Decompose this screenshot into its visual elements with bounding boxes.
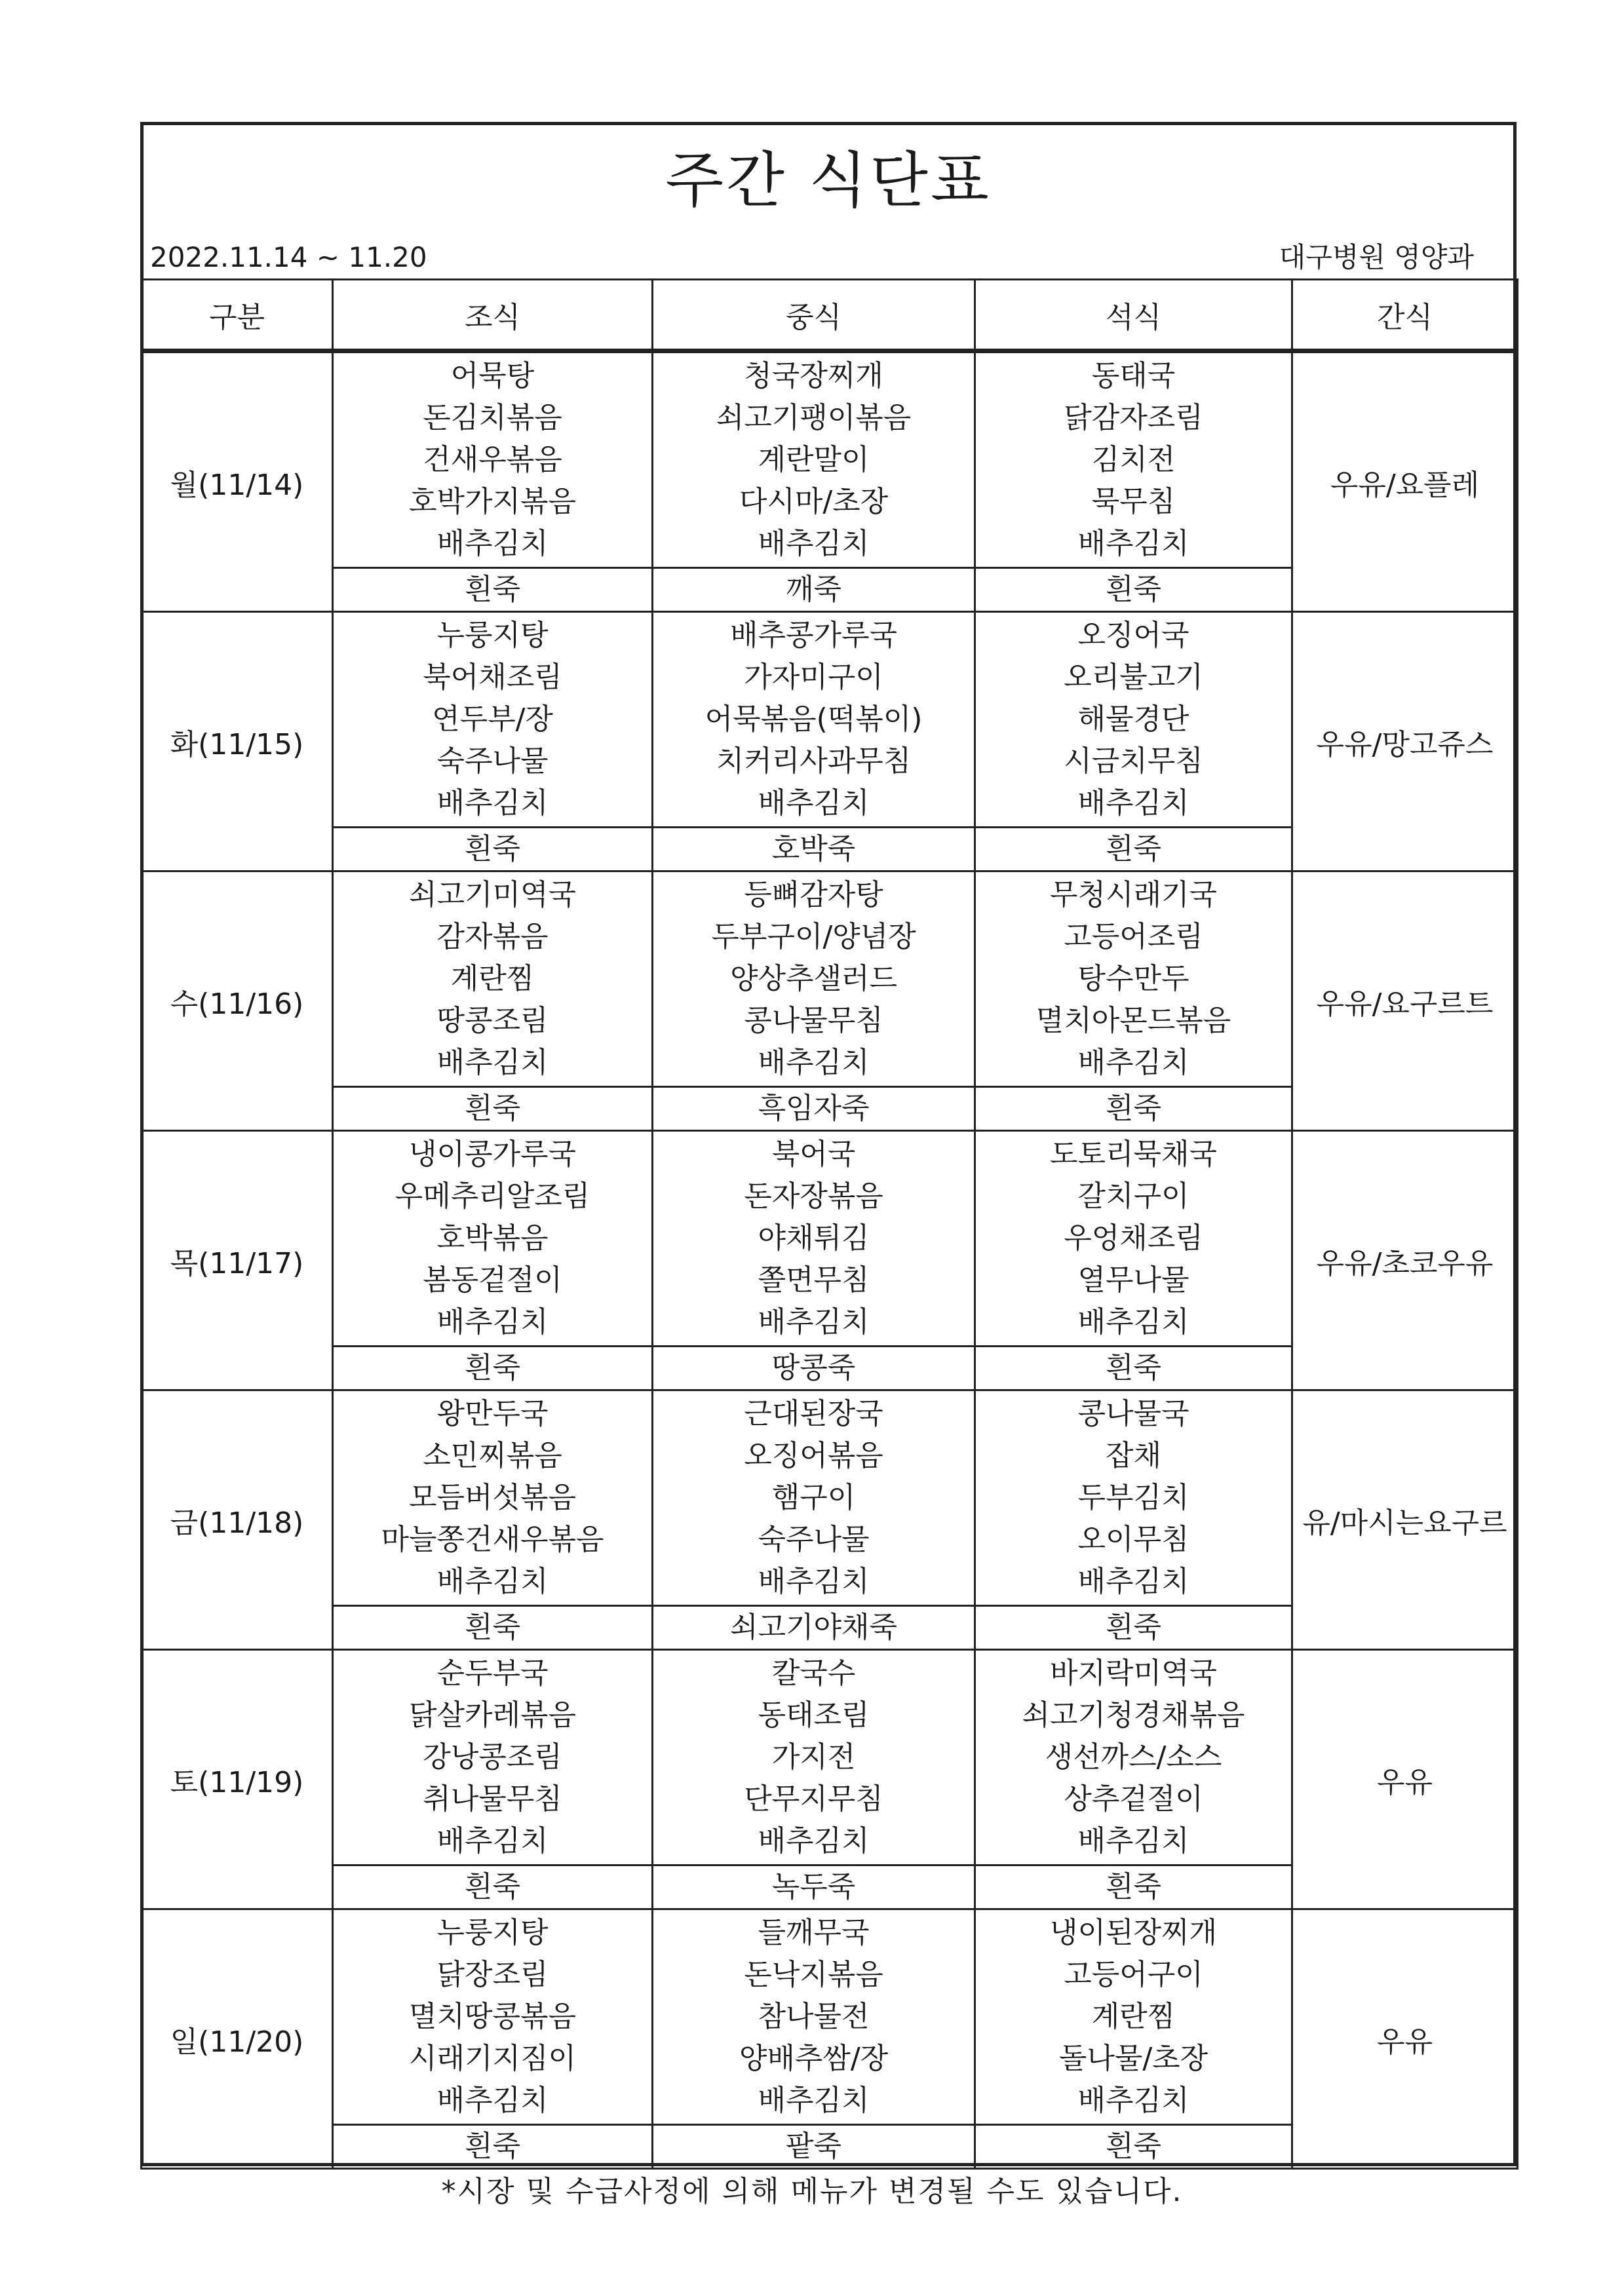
dinner-items: [975, 1131, 1292, 1347]
breakfast-items: [333, 351, 653, 568]
menu-item: 야채튀김: [758, 1221, 870, 1255]
porridge-item: 팥죽: [653, 2125, 975, 2169]
menu-item: 쇠고기미역국: [408, 878, 577, 911]
lunch-items: [653, 1131, 975, 1347]
menu-item: 왕만두국: [436, 1397, 549, 1430]
day-row: [142, 1131, 1518, 1347]
menu-item: 콩나물무침: [744, 1004, 883, 1037]
menu-item: 두부구이/양념장: [711, 920, 916, 953]
menu-item: 칼국수: [771, 1656, 856, 1690]
menu-item: 배추김치: [1077, 2084, 1189, 2117]
footnote: *시장 및 수급사정에 의해 메뉴가 변경될 수도 있습니다.: [441, 2175, 1183, 2208]
menu-item: 다시마/초장: [739, 485, 889, 518]
menu-item: 들깨무국: [758, 1916, 870, 1949]
menu-item: 닭장조림: [436, 1958, 549, 1991]
porridge-item: 흰죽: [975, 1087, 1292, 1131]
porridge-item: 흰죽: [333, 2125, 653, 2169]
menu-item: 갈치구이: [1077, 1179, 1189, 1213]
weekly-menu-table: [140, 278, 1518, 2170]
menu-item: 배추김치: [758, 1824, 870, 1858]
menu-item: 누룽지탕: [436, 1916, 549, 1949]
menu-item: 멸치아몬드볶음: [1035, 1004, 1231, 1037]
menu-item: 해물경단: [1077, 702, 1189, 736]
menu-item: 배추김치: [1077, 527, 1189, 560]
menu-item: 김치전: [1091, 443, 1176, 476]
menu-item: 오이무침: [1077, 1523, 1189, 1556]
day-row: [142, 351, 1518, 568]
dinner-items: [975, 1650, 1292, 1866]
menu-item: 잡채: [1105, 1439, 1161, 1472]
menu-item: 등뼈감자탕: [744, 878, 883, 911]
menu-item: 가지전: [771, 1740, 856, 1774]
menu-item: 배추김치: [1077, 786, 1189, 820]
day-row: [142, 1650, 1518, 1866]
porridge-item: 흰죽: [975, 2125, 1292, 2169]
menu-item: 탕수만두: [1077, 962, 1189, 995]
menu-item: 계란말이: [758, 443, 870, 476]
menu-item: 시금치무침: [1064, 744, 1203, 778]
lunch-items: [653, 871, 975, 1087]
menu-item: 배추김치: [436, 1305, 549, 1339]
menu-item: 생선까스/소스: [1045, 1740, 1222, 1774]
snack: 우유/망고쥬스: [1292, 612, 1518, 871]
day-label: 목(11/17): [142, 1131, 333, 1390]
menu-item: 동태국: [1091, 359, 1176, 392]
snack: 우유/요구르트: [1292, 871, 1518, 1131]
lunch-items: [653, 612, 975, 828]
menu-item: 돌나물/초장: [1058, 2042, 1208, 2075]
breakfast-items: [333, 612, 653, 828]
menu-item: 우메추리알조림: [395, 1179, 590, 1213]
menu-item: 햄구이: [771, 1481, 856, 1514]
menu-item: 배추콩가루국: [729, 619, 898, 652]
menu-item: 돈김치볶음: [423, 401, 562, 434]
porridge-item: 녹두죽: [653, 1866, 975, 1909]
menu-item: 호박볶음: [436, 1221, 549, 1255]
porridge-item: 흰죽: [975, 568, 1292, 612]
day-label: 수(11/16): [142, 871, 333, 1131]
porridge-item: 흰죽: [333, 1606, 653, 1650]
menu-item: 닭감자조림: [1064, 401, 1203, 434]
menu-item: 돈자장볶음: [744, 1179, 883, 1213]
breakfast-items: [333, 1131, 653, 1347]
menu-item: 두부김치: [1077, 1481, 1189, 1514]
menu-item: 배추김치: [1077, 1565, 1189, 1598]
menu-item: 어묵볶음(떡볶이): [705, 702, 923, 736]
menu-item: 계란찜: [1091, 2000, 1176, 2033]
menu-item: 오징어국: [1077, 619, 1189, 652]
header-row: [142, 280, 1518, 351]
porridge-item: 흰죽: [333, 1087, 653, 1131]
day-label: 화(11/15): [142, 612, 333, 871]
menu-item: 시래기지짐이: [408, 2042, 577, 2075]
porridge-item: 흰죽: [975, 1866, 1292, 1909]
menu-item: 땅콩조림: [436, 1004, 549, 1037]
menu-item: 배추김치: [1077, 1046, 1189, 1079]
header-snack: 간식: [1292, 280, 1518, 351]
menu-item: 우엉채조림: [1064, 1221, 1203, 1255]
menu-item: 상추겉절이: [1064, 1782, 1203, 1816]
menu-item: 봄동겉절이: [423, 1263, 562, 1297]
menu-body: [142, 351, 1518, 2169]
menu-item: 쇠고기청경채볶음: [1022, 1698, 1245, 1732]
menu-item: 건새우볶음: [423, 443, 562, 476]
menu-item: 배추김치: [758, 786, 870, 820]
menu-item: 누룽지탕: [436, 619, 549, 652]
menu-item: 콩나물국: [1077, 1397, 1189, 1430]
menu-item: 북어채조림: [423, 660, 562, 694]
menu-item: 양배추쌈/장: [739, 2042, 889, 2075]
lunch-items: [653, 351, 975, 568]
lunch-items: [653, 1650, 975, 1866]
porridge-item: 깨죽: [653, 568, 975, 612]
menu-sheet: [140, 122, 1517, 2166]
menu-item: 모듬버섯볶음: [408, 1481, 577, 1514]
lunch-items: [653, 1909, 975, 2125]
menu-item: 숙주나물: [758, 1523, 870, 1556]
porridge-item: 땅콩죽: [653, 1347, 975, 1390]
menu-item: 취나물무침: [423, 1782, 562, 1816]
porridge-item: 흰죽: [333, 1347, 653, 1390]
menu-item: 배추김치: [436, 527, 549, 560]
snack: 우유/초코우유: [1292, 1131, 1518, 1390]
snack: 유/마시는요구르: [1292, 1390, 1518, 1650]
menu-item: 계란찜: [450, 962, 535, 995]
porridge-item: 쇠고기야채죽: [653, 1606, 975, 1650]
menu-item: 치커리사과무침: [716, 744, 912, 778]
menu-item: 닭살카레볶음: [408, 1698, 577, 1732]
menu-item: 배추김치: [758, 1046, 870, 1079]
porridge-item: 호박죽: [653, 828, 975, 871]
menu-item: 배추김치: [436, 2084, 549, 2117]
day-row: [142, 1909, 1518, 2125]
day-row: [142, 871, 1518, 1087]
snack: 우유: [1292, 1650, 1518, 1909]
menu-item: 강낭콩조림: [423, 1740, 562, 1774]
menu-item: 냉이콩가루국: [408, 1138, 577, 1171]
porridge-item: 흰죽: [975, 828, 1292, 871]
header-breakfast: 조식: [333, 280, 653, 351]
dinner-items: [975, 1909, 1292, 2125]
menu-item: 배추김치: [436, 1824, 549, 1858]
porridge-item: 흰죽: [333, 568, 653, 612]
snack: 우유: [1292, 1909, 1518, 2169]
menu-item: 배추김치: [758, 527, 870, 560]
menu-item: 오징어볶음: [744, 1439, 883, 1472]
menu-item: 배추김치: [436, 1046, 549, 1079]
porridge-item: 흰죽: [333, 1866, 653, 1909]
day-label: 일(11/20): [142, 1909, 333, 2169]
menu-item: 배추김치: [1077, 1824, 1189, 1858]
menu-item: 묵무침: [1091, 485, 1176, 518]
day-row: [142, 1390, 1518, 1606]
header-dinner: 석식: [975, 280, 1292, 351]
menu-item: 배추김치: [436, 786, 549, 820]
menu-item: 순두부국: [436, 1656, 549, 1690]
menu-item: 배추김치: [758, 1305, 870, 1339]
menu-item: 돈낙지볶음: [744, 1958, 883, 1991]
day-label: 금(11/18): [142, 1390, 333, 1650]
porridge-item: 흰죽: [975, 1347, 1292, 1390]
menu-item: 바지락미역국: [1049, 1656, 1218, 1690]
menu-item: 청국장찌개: [744, 359, 883, 392]
menu-item: 무청시래기국: [1049, 878, 1218, 911]
dinner-items: [975, 871, 1292, 1087]
dinner-items: [975, 612, 1292, 828]
porridge-item: 흰죽: [975, 1606, 1292, 1650]
menu-item: 쇠고기팽이볶음: [716, 401, 912, 434]
porridge-item: 흰죽: [333, 828, 653, 871]
menu-item: 감자볶음: [436, 920, 549, 953]
breakfast-items: [333, 1390, 653, 1606]
breakfast-items: [333, 871, 653, 1087]
menu-item: 동태조림: [758, 1698, 870, 1732]
porridge-item: 흑임자죽: [653, 1087, 975, 1131]
menu-item: 참나물전: [758, 2000, 870, 2033]
menu-item: 소민찌볶음: [423, 1439, 562, 1472]
menu-item: 배추김치: [1077, 1305, 1189, 1339]
menu-item: 쫄면무침: [758, 1263, 870, 1297]
menu-item: 호박가지볶음: [408, 485, 577, 518]
header-lunch: 중식: [653, 280, 975, 351]
menu-item: 고등어조림: [1064, 920, 1203, 953]
menu-item: 배추김치: [758, 2084, 870, 2117]
menu-item: 마늘쫑건새우볶음: [381, 1523, 604, 1556]
menu-item: 도토리묵채국: [1049, 1138, 1218, 1171]
menu-item: 연두부/장: [432, 702, 553, 736]
menu-item: 근대된장국: [744, 1397, 883, 1430]
page-title: 주간 식단표: [665, 145, 992, 216]
department: 대구병원 영양과: [1279, 241, 1474, 273]
menu-item: 배추김치: [758, 1565, 870, 1598]
date-range: 2022.11.14 ~ 11.20: [150, 241, 427, 273]
dinner-items: [975, 351, 1292, 568]
menu-item: 냉이된장찌개: [1049, 1916, 1218, 1949]
day-label: 월(11/14): [142, 351, 333, 612]
menu-item: 가자미구이: [744, 660, 883, 694]
menu-item: 단무지무침: [744, 1782, 883, 1816]
breakfast-items: [333, 1909, 653, 2125]
menu-item: 배추김치: [436, 1565, 549, 1598]
lunch-items: [653, 1390, 975, 1606]
menu-item: 북어국: [771, 1138, 856, 1171]
snack: 우유/요플레: [1292, 351, 1518, 612]
dinner-items: [975, 1390, 1292, 1606]
menu-item: 고등어구이: [1064, 1958, 1203, 1991]
day-row: [142, 612, 1518, 828]
header-category: 구분: [142, 280, 333, 351]
menu-item: 어묵탕: [450, 359, 535, 392]
menu-item: 오리불고기: [1064, 660, 1203, 694]
day-label: 토(11/19): [142, 1650, 333, 1909]
menu-item: 열무나물: [1077, 1263, 1189, 1297]
breakfast-items: [333, 1650, 653, 1866]
menu-item: 숙주나물: [436, 744, 549, 778]
menu-item: 멸치땅콩볶음: [408, 2000, 577, 2033]
menu-item: 양상추샐러드: [729, 962, 898, 995]
